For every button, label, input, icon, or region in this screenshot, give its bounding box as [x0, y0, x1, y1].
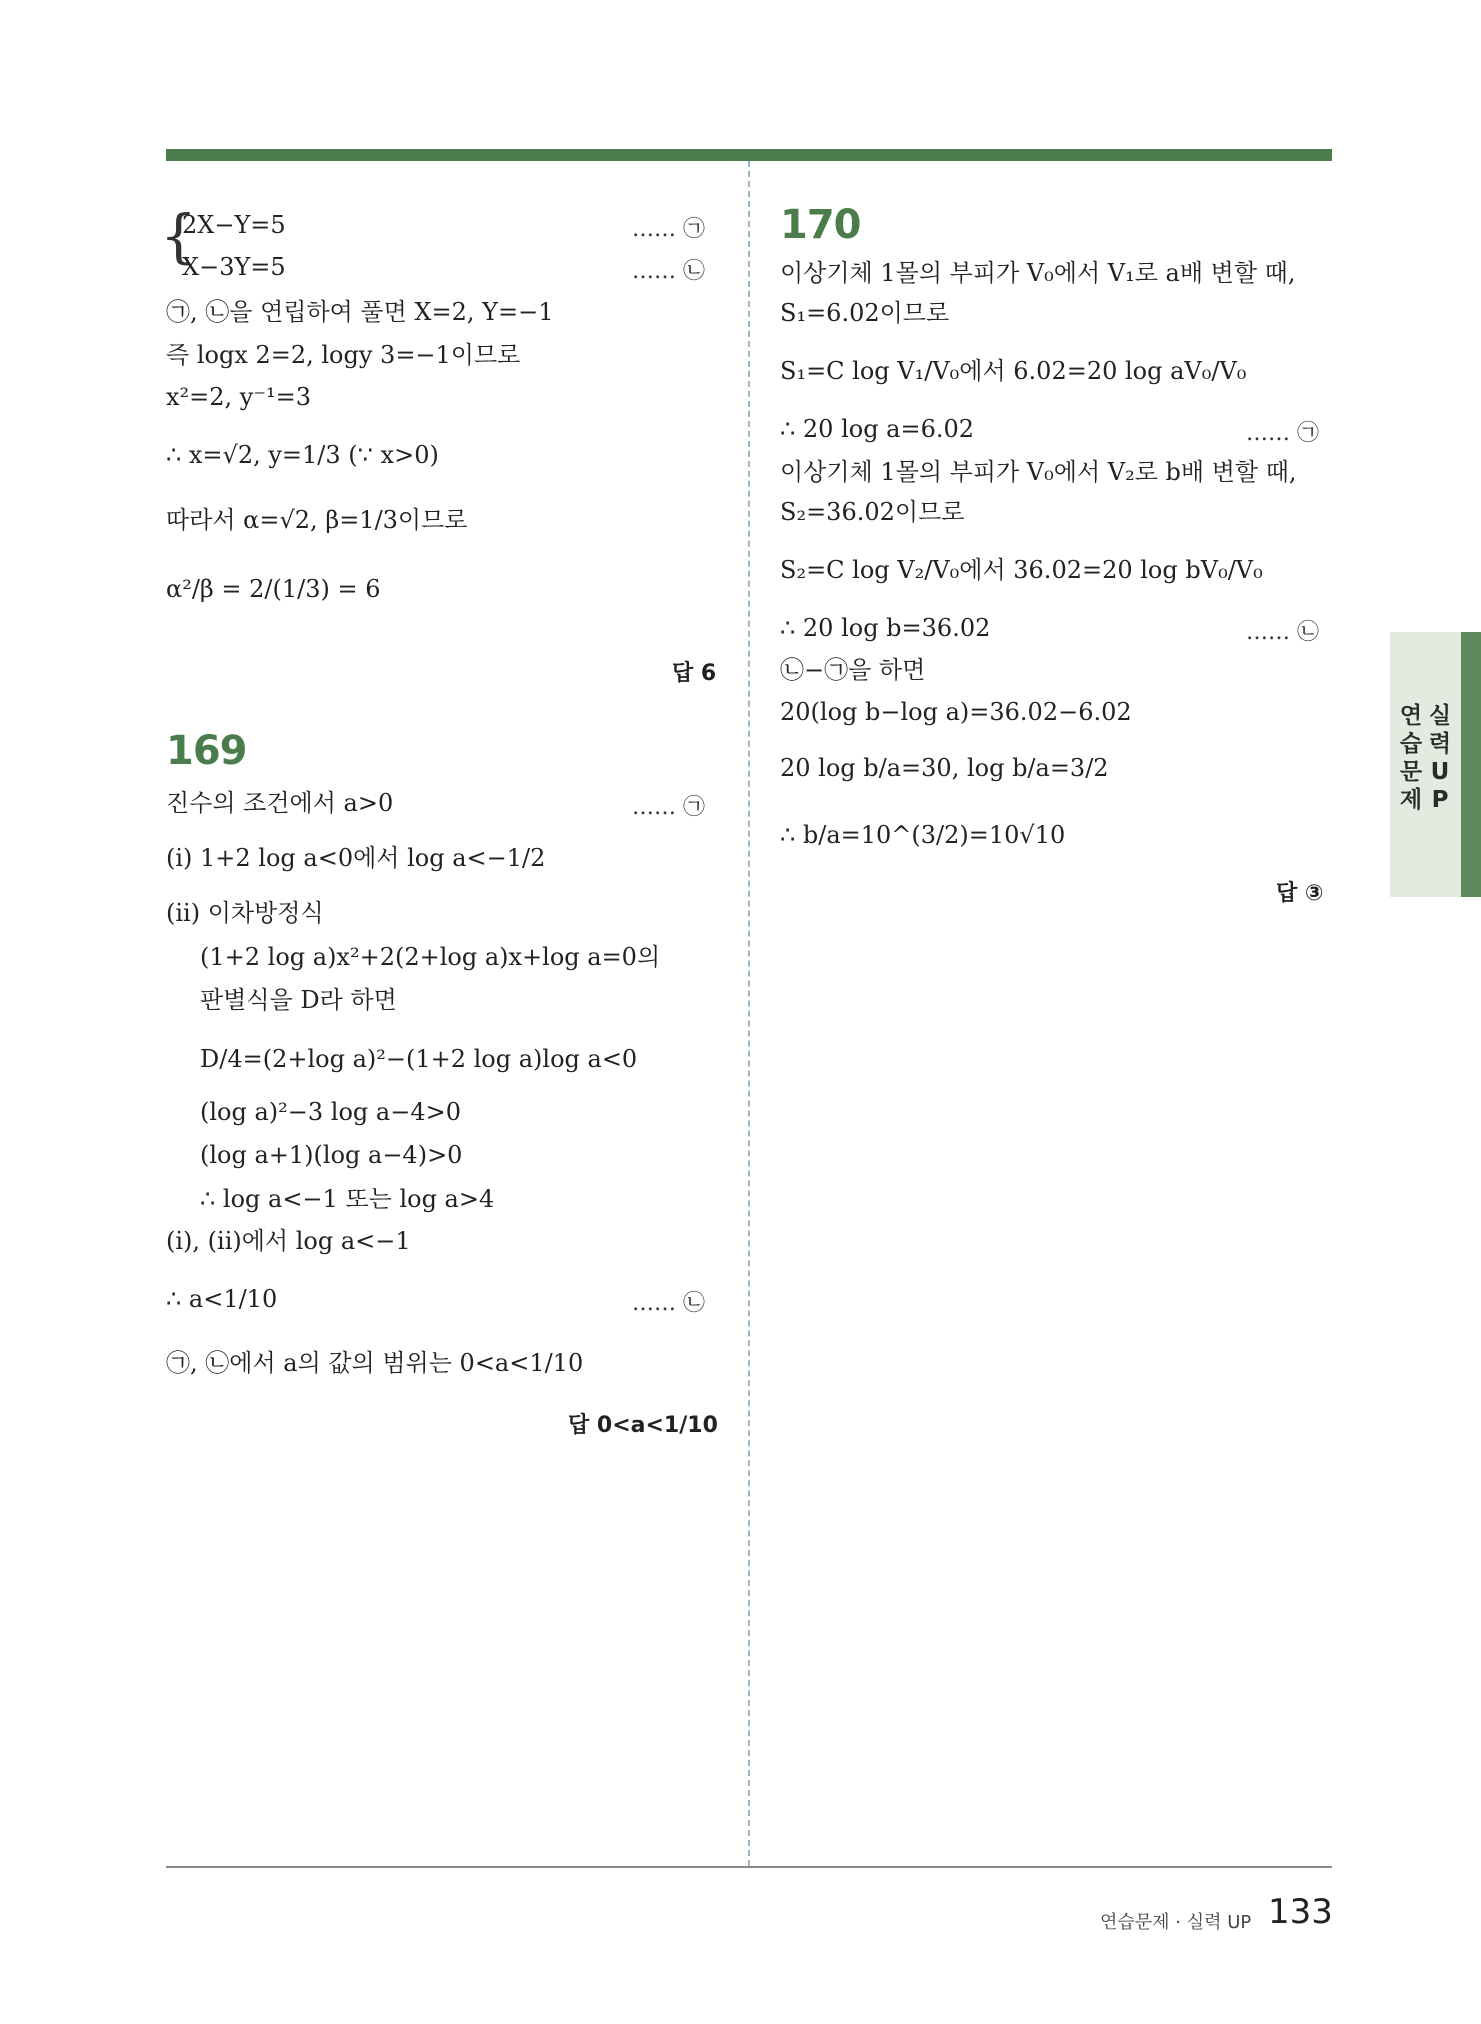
side-tab-char: 제: [1399, 787, 1423, 813]
solution-line: S₂=C log V₂/V₀에서 36.02=20 log bV₀/V₀: [780, 556, 1263, 584]
solution-line: ∴ 20 log b=36.02: [780, 614, 991, 642]
side-tab-char: 문: [1399, 759, 1423, 785]
side-tab-char: 실: [1428, 703, 1452, 729]
marker-1: …… ㉠: [632, 795, 705, 820]
solution-line: (ii) 이차방정식: [166, 899, 324, 927]
problem-number-170: 170: [780, 202, 861, 248]
answer-169: 답 0<a<1/10: [568, 1413, 718, 1438]
marker-1: …… ㉠: [1246, 421, 1319, 446]
answer-170: 답 ③: [1276, 881, 1324, 906]
side-tab-char: P: [1431, 787, 1449, 813]
header-bar: [166, 149, 1332, 161]
solution-line: ㉠, ㉡을 연립하여 풀면 X=2, Y=−1: [166, 298, 554, 326]
marker-2: …… ㉡: [632, 259, 705, 284]
solution-line: 따라서 α=√2, β=1/3이므로: [166, 506, 468, 534]
marker-2: …… ㉡: [632, 1291, 705, 1316]
solution-line: ∴ log a<−1 또는 log a>4: [200, 1185, 495, 1213]
footer-section: 연습문제 · 실력 UP: [1100, 1912, 1252, 1933]
solution-line: S₂=36.02이므로: [780, 498, 965, 526]
solution-line: ∴ 20 log a=6.02: [780, 415, 975, 443]
page-number: 133: [1268, 1892, 1333, 1932]
side-tab-char: U: [1430, 759, 1450, 785]
column-divider: [748, 161, 750, 1866]
solution-line: 20(log b−log a)=36.02−6.02: [780, 698, 1132, 726]
solution-line: 이상기체 1몰의 부피가 V₀에서 V₂로 b배 변할 때,: [780, 458, 1297, 486]
solution-line: (1+2 log a)x²+2(2+log a)x+log a=0의: [200, 943, 661, 971]
side-tab-char: 습: [1399, 731, 1423, 757]
system-eq1: 2X−Y=5: [182, 211, 286, 239]
answer-168: 답 6: [672, 661, 717, 686]
solution-line: ㉡−㉠을 하면: [780, 656, 926, 684]
system-eq2: X−3Y=5: [182, 253, 286, 281]
footer-rule: [166, 1866, 1332, 1868]
marker-1: …… ㉠: [632, 217, 705, 242]
solution-line: (i) 1+2 log a<0에서 log a<−1/2: [166, 844, 546, 872]
side-tab-column-1: [1398, 702, 1424, 814]
solution-line: 진수의 조건에서 a>0: [166, 789, 394, 817]
solution-line: 즉 logx 2=2, logy 3=−1이므로: [166, 341, 521, 369]
solution-line: 판별식을 D라 하면: [200, 986, 397, 1014]
system-brace: {: [160, 202, 197, 270]
solution-line: ∴ a<1/10: [166, 1285, 278, 1313]
solution-line: D/4=(2+log a)²−(1+2 log a)log a<0: [200, 1045, 638, 1073]
side-tab-stripe: [1461, 632, 1481, 897]
solution-line: (log a)²−3 log a−4>0: [200, 1098, 461, 1126]
side-tab-char: 력: [1428, 731, 1452, 757]
side-tab: [1390, 632, 1481, 897]
solution-line: (i), (ii)에서 log a<−1: [166, 1227, 411, 1255]
problem-number-169: 169: [166, 728, 247, 774]
side-tab-char: 연: [1399, 703, 1423, 729]
solution-line: 이상기체 1몰의 부피가 V₀에서 V₁로 a배 변할 때,: [780, 259, 1296, 287]
solution-line: S₁=6.02이므로: [780, 299, 950, 327]
solution-line: ㉠, ㉡에서 a의 값의 범위는 0<a<1/10: [166, 1349, 584, 1377]
solution-line: 20 log b/a=30, log b/a=3/2: [780, 754, 1109, 782]
solution-line: S₁=C log V₁/V₀에서 6.02=20 log aV₀/V₀: [780, 357, 1247, 385]
solution-line: ∴ b/a=10^(3/2)=10√10: [780, 821, 1066, 849]
solution-line: α²/β = 2/(1/3) = 6: [166, 575, 381, 603]
solution-line: x²=2, y⁻¹=3: [166, 383, 312, 411]
solution-line: (log a+1)(log a−4)>0: [200, 1141, 463, 1169]
side-tab-column-2: [1427, 702, 1453, 814]
marker-2: …… ㉡: [1246, 620, 1319, 645]
solution-line: ∴ x=√2, y=1/3 (∵ x>0): [166, 441, 439, 469]
